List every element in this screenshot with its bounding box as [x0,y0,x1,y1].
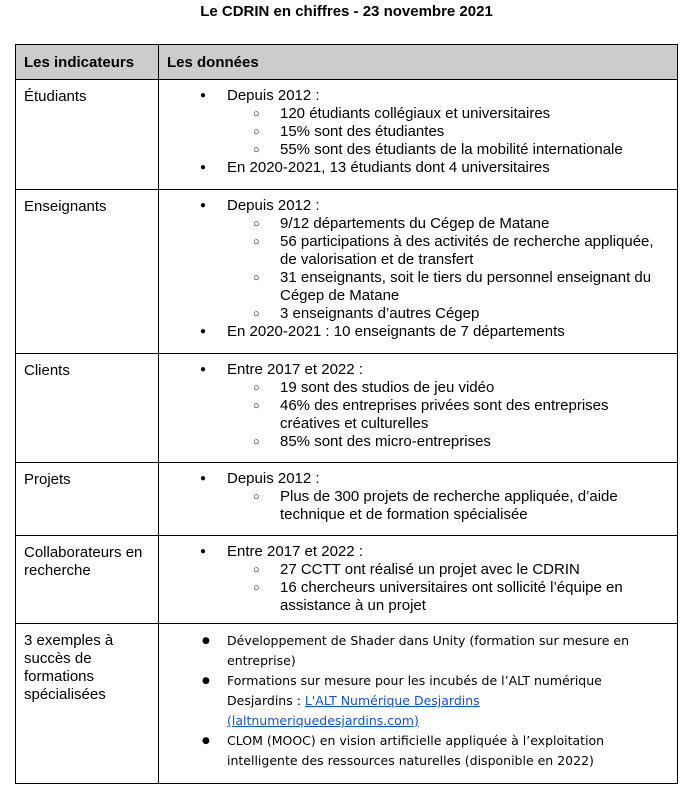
table-row [16,536,678,624]
list-item: ● Depuis 2012 : ○ Plus de 300 projets de recherche appliquée, d’aide technique et de formation spécialisée [167,470,669,524]
sub-list-item: ○ 56 participations à des activités de recherche appliquée, de valorisation et de transfert [167,233,669,269]
header-data: Les données [159,45,678,80]
list-item: ● En 2020-2021, 13 étudiants dont 4 universitaires [167,159,669,177]
list-item: ● Entre 2017 et 2022 : ○ 27 CCTT ont réalisé un projet avec le CDRIN ○ 16 chercheurs universitaires ont sollicité l’équipe en assistance à un projet [167,543,669,615]
sub-list-item: ○ 3 enseignants d’autres Cégep [167,305,669,323]
data-cell [159,190,678,354]
table-row [16,354,678,463]
table-row [16,80,678,190]
list-item: ● En 2020-2021 : 10 enseignants de 7 départements [167,323,669,341]
sub-list-item: ○ 9/12 départements du Cégep de Matane [167,215,669,233]
sub-list-item: ○ 46% des entreprises privées sont des entreprises créatives et culturelles [167,397,669,433]
indicator-cell: Clients [16,354,159,463]
sub-list-item: ○ 15% sont des étudiantes [167,123,669,141]
list-item: ● Depuis 2012 : ○ 120 étudiants collégiaux et universitaires ○ 15% sont des étudiantes ○ 55% sont des étudiants de la mobilité internationale [167,87,669,159]
list-item: ● Formations sur mesure pour les incubés de l’ALT numérique Desjardins : L'ALT Numérique Desjardins (laltnumeriquedesjardins.com) [167,671,669,731]
table-row [16,463,678,536]
header-indicators: Les indicateurs [16,45,159,80]
table-row [16,624,678,784]
indicator-cell: 3 exemples à succès de formations spécialisées [16,624,159,784]
sub-list-item: ○ 55% sont des étudiants de la mobilité internationale [167,141,669,159]
table-header-row [16,45,678,80]
indicator-cell: Étudiants [16,80,159,190]
sub-list-item: ○ 120 étudiants collégiaux et universitaires [167,105,669,123]
sub-list-item: ○ 27 CCTT ont réalisé un projet avec le CDRIN [167,561,669,579]
data-cell [159,463,678,536]
indicator-cell: Enseignants [16,190,159,354]
list-item: ● CLOM (MOOC) en vision artificielle appliquée à l’exploitation intelligente des ressources naturelles (disponible en 2022) [167,731,669,771]
list-item: ● Depuis 2012 : ○ 9/12 départements du Cégep de Matane ○ 56 participations à des activités de recherche appliquée, de valorisation et de transfert ○ 31 enseignants, soit le tiers du personnel enseignant du Cégep de Matane ○ 3 enseignants d’autres Cégep [167,197,669,323]
table-row [16,190,678,354]
list-item: ● Développement de Shader dans Unity (formation sur mesure en entreprise) [167,631,669,671]
indicators-table [15,44,678,784]
data-cell [159,624,678,784]
sub-list-item: ○ 31 enseignants, soit le tiers du personnel enseignant du Cégep de Matane [167,269,669,305]
sub-list-item: ○ 19 sont des studios de jeu vidéo [167,379,669,397]
indicator-cell: Collaborateurs en recherche [16,536,159,624]
data-cell [159,536,678,624]
sub-list-item: ○ 16 chercheurs universitaires ont sollicité l’équipe en assistance à un projet [167,579,669,615]
list-item: ● Entre 2017 et 2022 : ○ 19 sont des studios de jeu vidéo ○ 46% des entreprises privées sont des entreprises créatives et culturelles ○ 85% sont des micro-entreprises [167,361,669,451]
data-cell [159,80,678,190]
page-title: Le CDRIN en chiffres - 23 novembre 2021 [200,3,493,20]
data-cell [159,354,678,463]
sub-list-item: ○ 85% sont des micro-entreprises [167,433,669,451]
altnumerique-link[interactable]: L'ALT Numérique Desjardins (laltnumeriquedesjardins.com) [227,693,480,728]
indicator-cell: Projets [16,463,159,536]
sub-list-item: ○ Plus de 300 projets de recherche appliquée, d’aide technique et de formation spécialisée [167,488,669,524]
